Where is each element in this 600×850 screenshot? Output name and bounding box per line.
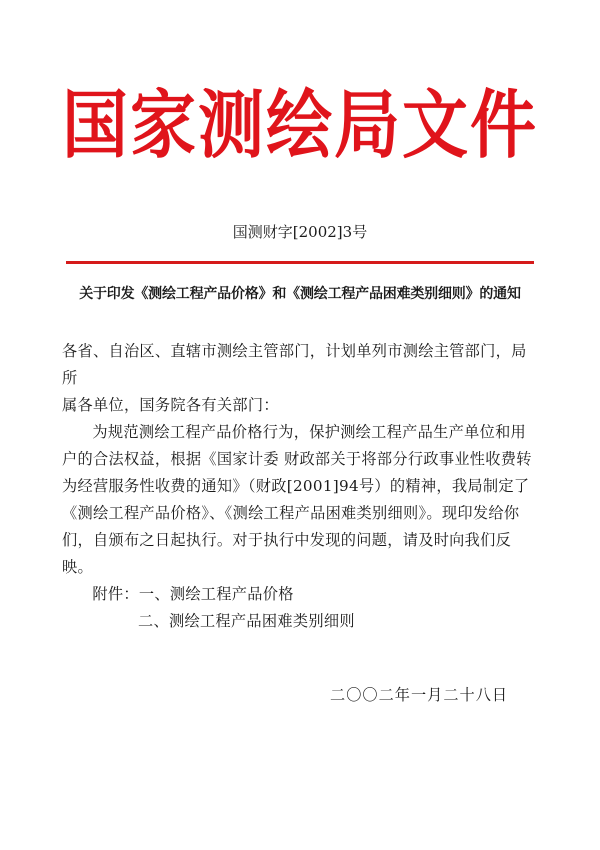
- red-divider-rule: [66, 261, 534, 264]
- recipients-line-1: 各省、自治区、直辖市测绘主管部门，计划单列市测绘主管部门，局所: [62, 342, 527, 387]
- notice-title: 关于印发《测绘工程产品价格》和《测绘工程产品困难类别细则》的通知: [79, 286, 521, 302]
- recipients-line-2: 属各单位，国务院各有关部门：: [62, 396, 279, 414]
- attachment-line-1: [62, 581, 538, 608]
- document-number: 国测财字[2002]3号: [232, 223, 368, 241]
- issue-date: 二〇〇二年一月二十八日: [330, 686, 509, 704]
- attachments-label: 附件：: [92, 585, 139, 603]
- masthead-title: 国家测绘局文件: [62, 82, 538, 169]
- attachment-item-2: 二、测绘工程产品困难类别细则: [138, 612, 355, 630]
- attachment-item-1: 一、测绘工程产品价格: [138, 585, 294, 603]
- notice-body: [62, 338, 538, 635]
- main-paragraph: 为规范测绘工程产品价格行为，保护测绘工程产品生产单位和用户的合法权益，根据《国家计委 财政部关于将部分行政事业性收费转为经营服务性收费的通知》（财政[2001]94号）的精神，我局制定了《测绘工程产品价格》、《测绘工程产品困难类别细则》。现印发给你们，自颁布之日起执行。对于执行中发现的问题，请及时向我们反映。: [62, 423, 532, 576]
